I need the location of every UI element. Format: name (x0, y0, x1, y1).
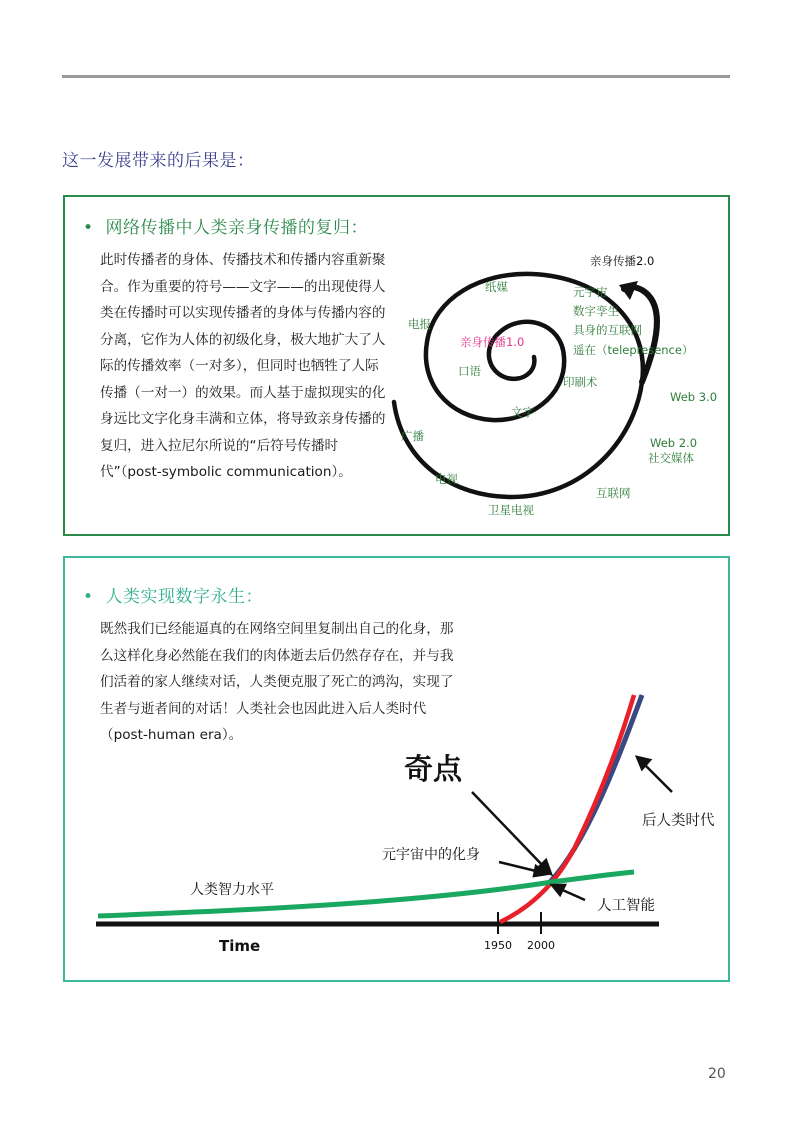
label-metaverse-3: 具身的互联网 (573, 323, 642, 337)
label-top: 亲身传播2.0 (590, 254, 655, 268)
posthuman-curve (550, 695, 642, 882)
bullet-icon: • (83, 587, 94, 607)
top-rule (62, 75, 730, 78)
label-wenzi: 文字 (511, 405, 534, 419)
box-embodied-communication (63, 195, 730, 536)
label-metaverse-2: 数字孪生 (573, 304, 619, 318)
box2-paragraph: 既然我们已经能逼真的在网络空间里复制出自己的化身，那么这样化身必然能在我们的肉体逝去后仍然存存在，并与我们活着的家人继续对话，人类便克服了死亡的鸿沟，实现了生者与逝者间的对话！人类社会也因此进入后人类时代（post-human era）。 (100, 621, 454, 743)
posthuman-label: 后人类时代 (642, 813, 715, 829)
human-intel-label: 人类智力水平 (190, 882, 274, 898)
page-number: 20 (708, 1066, 726, 1082)
box1-paragraph: 此时传播者的身体、传播技术和传播内容重新聚合。作为重要的符号——文字——的出现使得人类在传播时可以实现传播者的身体与传播内容的分离，它作为人体的初级化身，极大地扩大了人际的传播效率（一对多），但同时也牺牲了人际传播（一对一）的效果。而人基于虚拟现实的化身远比文字化身丰满和立体，将导致亲身传播的复归，进入拉尼尔所说的“后符号传播时代”（post-symbolic communication）。 (100, 252, 386, 480)
label-kouyu: 口语 (458, 364, 481, 378)
year-2000-label: 2000 (527, 939, 555, 952)
label-yinshuashu: 印刷术 (563, 375, 598, 389)
label-dianshi: 电视 (435, 472, 458, 486)
singularity-group (96, 695, 715, 955)
ai-label: 人工智能 (597, 898, 655, 914)
label-web3: Web 3.0 (670, 390, 718, 404)
section-heading: 这一发展带来的后果是： (62, 151, 255, 171)
avatar-label: 元宇宙中的化身 (382, 847, 480, 863)
label-shejiao: 社交媒体 (648, 451, 694, 465)
year-1950-label: 1950 (484, 939, 512, 952)
singularity-diagram (63, 556, 730, 982)
time-label: Time (219, 937, 261, 955)
box2-title-text: 人类实现数字永生： (105, 587, 264, 607)
label-dianbao: 电报 (408, 317, 431, 331)
spiral-diagram (63, 195, 730, 536)
label-guangbo: 广播 (401, 429, 424, 443)
bullet-icon: • (83, 218, 94, 238)
box-digital-immortality (63, 556, 730, 982)
label-weixing: 卫星电视 (488, 503, 534, 517)
label-zhimei: 纸媒 (485, 280, 508, 294)
label-web2: Web 2.0 (650, 436, 698, 450)
singularity-label: 奇点 (404, 752, 463, 786)
box1-title-text: 网络传播中人类亲身传播的复归： (105, 218, 369, 238)
label-hulianwang: 互联网 (596, 486, 631, 500)
label-center: 亲身传播1.0 (460, 335, 525, 349)
label-metaverse-4: 遥在（telepresence） (573, 343, 694, 357)
label-metaverse-1: 元宇宙 (573, 285, 608, 299)
